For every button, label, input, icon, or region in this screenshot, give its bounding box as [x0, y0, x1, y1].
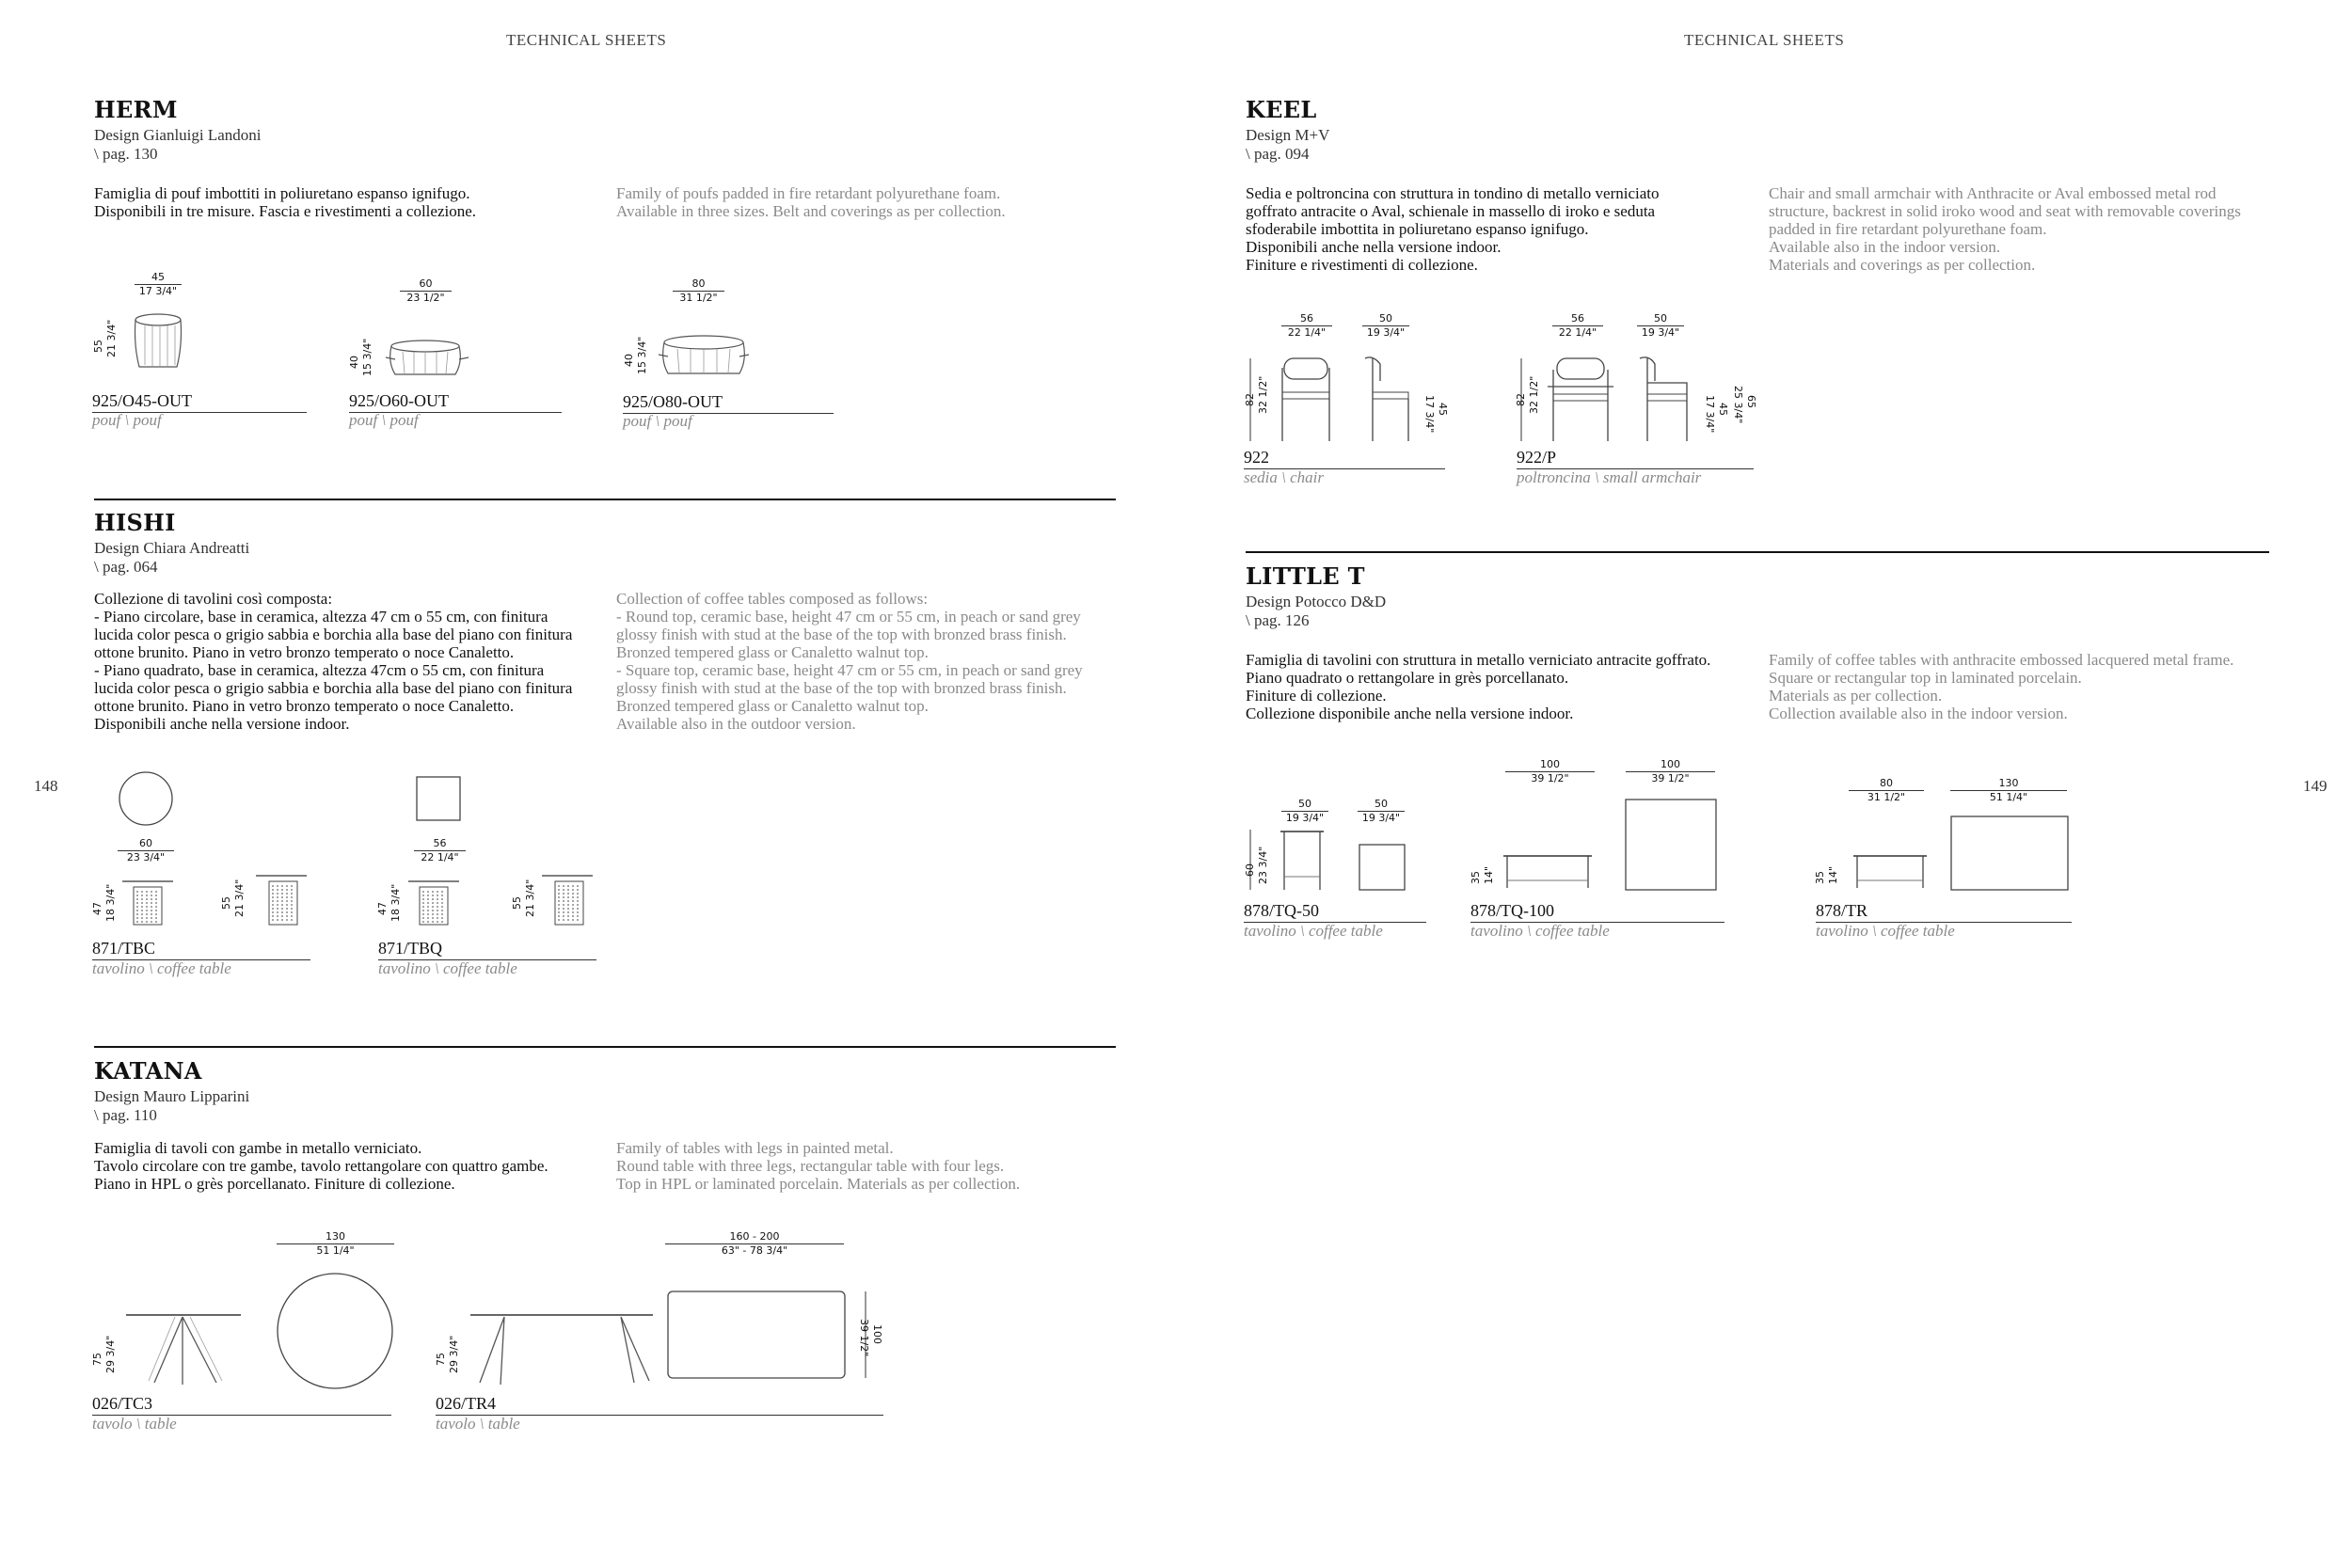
description-en: Chair and small armchair with Anthracite or Aval embossed metal rod structure, backrest in solid iroko wood and seat with removable coverings padded in fire retardant polyurethane foam. Available also in the indoor version. Materials and coverings as per collection. — [1769, 184, 2241, 274]
height-in: 32 1/2" — [1257, 375, 1269, 414]
product-code: 878/TR — [1816, 901, 2072, 923]
page-ref: \ pag. 126 — [1246, 611, 1310, 629]
product-type: sedia \ chair — [1244, 468, 1324, 486]
height-in: 14" — [1483, 865, 1495, 884]
height-in: 15 3/4" — [361, 338, 373, 376]
header-right: TECHNICAL SHEETS — [1684, 31, 1845, 49]
arm-height-cm: 65 — [1745, 395, 1757, 408]
designer: Design M+V — [1246, 126, 1330, 144]
description-en: Family of tables with legs in painted metal. Round table with three legs, rectangular table with four legs. Top in HPL or laminated porcelain. Materials as per collection. — [616, 1139, 1021, 1193]
description-en: Family of poufs padded in fire retardant polyurethane foam. Available in three sizes. Belt and coverings as per collection. — [616, 184, 1006, 220]
product-code: 026/TR4 — [436, 1394, 883, 1416]
product-type: pouf \ pouf — [623, 412, 692, 430]
product-code: 878/TQ-100 — [1470, 901, 1724, 923]
section-title: KATANA — [94, 1057, 202, 1085]
width-in: 19 3/4" — [1281, 811, 1328, 824]
width-in: 17 3/4" — [135, 284, 182, 297]
height-cm: 75 — [91, 1353, 103, 1366]
pouf-drawing — [659, 334, 753, 381]
height-cm: 75 — [435, 1353, 447, 1366]
height-in: 23 3/4" — [1257, 846, 1269, 884]
height-in: 15 3/4" — [636, 336, 648, 374]
page-ref: \ pag. 064 — [94, 558, 158, 576]
product-type: tavolino \ coffee table — [92, 959, 231, 977]
description-it: Sedia e poltroncina con struttura in tondino di metallo verniciato goffrato antracite o Aval, schienale in massello di iroko e seduta sfoderabile imbottita in poliuretano espanso ignifugo. Disponibili anche nella versione indoor. Finiture e rivestimenti di collezione. — [1246, 184, 1660, 274]
depth-in: 19 3/4" — [1637, 325, 1684, 339]
arm-height-in: 25 3/4" — [1732, 386, 1744, 424]
height-cm: 82 — [1244, 393, 1256, 406]
height-cm: 55 — [92, 340, 104, 353]
height-high-in: 21 3/4" — [524, 879, 536, 917]
width-in: 22 1/4" — [1552, 325, 1603, 339]
height-cm: 60 — [1244, 863, 1256, 877]
height-in: 14" — [1827, 865, 1839, 884]
seat-height-in: 17 3/4" — [1423, 395, 1436, 434]
designer: Design Potocco D&D — [1246, 593, 1387, 610]
section-divider — [1246, 551, 2269, 553]
height-cm: 35 — [1814, 871, 1826, 884]
coffee-table-drawing — [1496, 790, 1731, 894]
product-code: 878/TQ-50 — [1244, 901, 1426, 923]
coffee-table-drawing — [1247, 828, 1416, 894]
height-cm: 40 — [623, 354, 635, 367]
table-drawing — [467, 1260, 890, 1392]
product-type: tavolino \ coffee table — [1816, 922, 1955, 940]
section-title: HERM — [94, 96, 178, 123]
product-type: poltroncina \ small armchair — [1517, 468, 1702, 486]
product-code: 871/TBQ — [378, 939, 596, 960]
width-in: 31 1/2" — [673, 291, 724, 304]
width-in: 31 1/2" — [1849, 790, 1924, 803]
product-code: 922 — [1244, 448, 1445, 469]
page-number-left: 148 — [34, 777, 58, 795]
description-it: Famiglia di tavoli con gambe in metallo verniciato. Tavolo circolare con tre gambe, tavolo rettangolare con quattro gambe. Piano in HPL o grès porcellanato. Finiture di collezione. — [94, 1139, 548, 1193]
round-top-drawing — [119, 771, 175, 828]
height-high-cm: 55 — [220, 896, 232, 910]
height-cm: 35 — [1470, 871, 1482, 884]
width-cm: 60 — [139, 837, 152, 849]
product-code: 871/TBC — [92, 939, 310, 960]
width-in: 23 3/4" — [118, 850, 174, 863]
depth-cm: 130 — [1998, 777, 2019, 789]
square-top-drawing — [416, 776, 463, 823]
height-in: 29 3/4" — [448, 1335, 460, 1373]
depth-cm: 100 — [1661, 758, 1680, 770]
table-elevation-drawing — [408, 879, 568, 931]
depth-cm: 50 — [1654, 312, 1667, 325]
height-in: 32 1/2" — [1528, 375, 1540, 414]
depth-cm: 50 — [1379, 312, 1392, 325]
width-cm: 100 — [1540, 758, 1560, 770]
header-left: TECHNICAL SHEETS — [506, 31, 667, 49]
table-drawing — [122, 1260, 405, 1392]
width-cm: 130 — [326, 1230, 345, 1243]
product-code: 925/O80-OUT — [623, 392, 834, 414]
product-type: tavolo \ table — [92, 1415, 177, 1433]
depth-in: 19 3/4" — [1358, 811, 1405, 824]
pouf-drawing — [386, 339, 470, 381]
width-cm: 80 — [1880, 777, 1893, 789]
width-in: 51 1/4" — [277, 1243, 394, 1257]
depth-in: 51 1/4" — [1950, 790, 2067, 803]
page-number-right: 149 — [2303, 777, 2328, 795]
armchair-drawing — [1518, 353, 1724, 447]
product-type: tavolino \ coffee table — [1244, 922, 1383, 940]
width-cm: 60 — [419, 277, 433, 290]
depth-in: 19 3/4" — [1362, 325, 1409, 339]
product-type: pouf \ pouf — [349, 411, 419, 429]
height-in: 29 3/4" — [104, 1335, 117, 1373]
chair-drawing — [1247, 353, 1454, 447]
product-type: pouf \ pouf — [92, 411, 162, 429]
height-high-cm: 55 — [511, 896, 523, 910]
height-in: 21 3/4" — [105, 319, 118, 357]
height-low-in: 18 3/4" — [104, 883, 117, 922]
product-code: 925/O60-OUT — [349, 391, 562, 413]
width-cm: 80 — [691, 277, 706, 290]
width-cm: 56 — [433, 837, 447, 849]
depth-in: 39 1/2" — [1626, 771, 1715, 784]
section-divider — [94, 1046, 1116, 1048]
width-cm: 50 — [1298, 798, 1311, 810]
width-in: 22 1/4" — [1281, 325, 1332, 339]
height-low-cm: 47 — [376, 902, 389, 915]
depth-cm: 100 — [871, 1324, 883, 1344]
width-in: 23 1/2" — [400, 291, 452, 304]
product-type: tavolino \ coffee table — [378, 959, 517, 977]
height-cm: 82 — [1515, 393, 1527, 406]
height-cm: 40 — [348, 356, 360, 369]
coffee-table-drawing — [1844, 809, 2079, 894]
page-ref: \ pag. 110 — [94, 1106, 157, 1124]
width-cm: 160 - 200 — [729, 1230, 780, 1243]
width-cm: 56 — [1300, 312, 1313, 325]
seat-height-cm: 45 — [1717, 403, 1729, 416]
product-type: tavolino \ coffee table — [1470, 922, 1610, 940]
product-code: 925/O45-OUT — [92, 391, 307, 413]
height-low-cm: 47 — [91, 902, 103, 915]
width-in: 63" - 78 3/4" — [665, 1243, 844, 1257]
seat-height-cm: 45 — [1437, 403, 1449, 416]
description-en: Collection of coffee tables composed as follows: - Round top, ceramic base, height 47 cm or 55 cm, in peach or sand grey glossy finish with stud at the base of the top with bronzed brass finish. Bronzed tempered glass or Canaletto walnut top. - Square top, ceramic base, height 47 cm or 55 cm, in peach or sand grey glossy finish with stud at the base of the top with bronzed brass finish. Bronzed tempered glass or Canaletto walnut top. Available also in the outdoor version. — [616, 590, 1083, 733]
section-title: LITTLE T — [1246, 562, 1365, 590]
page-ref: \ pag. 094 — [1246, 145, 1310, 163]
pouf-drawing — [132, 312, 188, 371]
designer: Design Chiara Andreatti — [94, 539, 250, 557]
height-low-in: 18 3/4" — [389, 883, 402, 922]
seat-height-in: 17 3/4" — [1704, 395, 1716, 434]
description-it: Famiglia di pouf imbottiti in poliuretano espanso ignifugo. Disponibili in tre misure. Fascia e rivestimenti a collezione. — [94, 184, 477, 220]
width-cm: 45 — [151, 271, 165, 283]
width-in: 39 1/2" — [1505, 771, 1595, 784]
designer: Design Gianluigi Landoni — [94, 126, 262, 144]
page-ref: \ pag. 130 — [94, 145, 158, 163]
designer: Design Mauro Lipparini — [94, 1087, 250, 1105]
description-it: Famiglia di tavolini con struttura in metallo verniciato antracite goffrato. Piano quadrato o rettangolare in grès porcellanato. Finiture di collezione. Collezione disponibile anche nella versione indoor. — [1246, 651, 1711, 722]
product-type: tavolo \ table — [436, 1415, 520, 1433]
width-in: 22 1/4" — [414, 850, 466, 863]
product-code: 922/P — [1517, 448, 1754, 469]
width-cm: 56 — [1571, 312, 1584, 325]
section-divider — [94, 499, 1116, 500]
depth-cm: 50 — [1375, 798, 1388, 810]
depth-in: 39 1/2" — [858, 1319, 870, 1357]
description-en: Family of coffee tables with anthracite embossed lacquered metal frame. Square or rectangular top in laminated porcelain. Materials as per collection. Collection available also in the indoor version. — [1769, 651, 2234, 722]
description-it: Collezione di tavolini così composta: - Piano circolare, base in ceramica, altezza 47 cm o 55 cm, con finitura lucida color pesca o grigio sabbia e borchia alla base del piano con finitura ottone brunito. Piano in vetro bronzo temperato o noce Canaletto. - Piano quadrato, base in ceramica, altezza 47cm o 55 cm, con finitura lucida color pesca o grigio sabbia e borchia alla base del piano con finitura ottone brunito. Piano in vetro bronzo temperato o noce Canaletto. Disponibili anche nella versione indoor. — [94, 590, 573, 733]
height-high-in: 21 3/4" — [233, 879, 246, 917]
product-code: 026/TC3 — [92, 1394, 391, 1416]
section-title: KEEL — [1246, 96, 1317, 123]
section-title: HISHI — [94, 509, 176, 536]
table-elevation-drawing — [122, 879, 282, 931]
